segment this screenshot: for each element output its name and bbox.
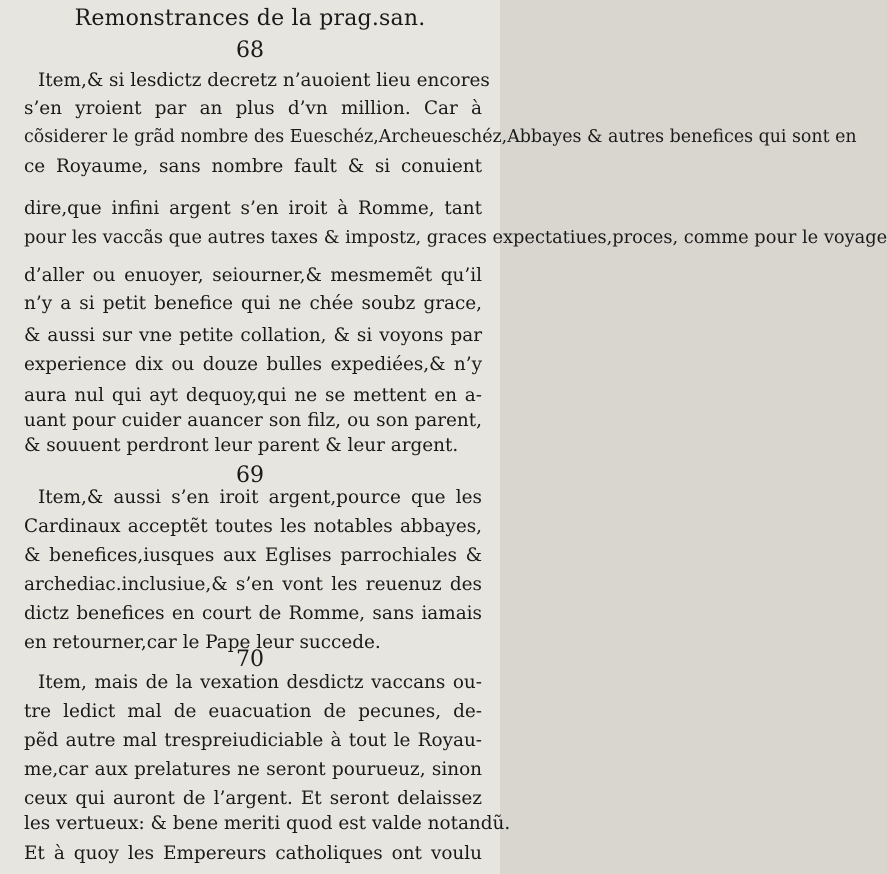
section-number-68: 68 <box>236 38 264 63</box>
text-line: les vertueux: & bene meriti quod est valde notandũ. <box>24 813 511 834</box>
text-line: dire,que infini argent s’en iroit à Romme, tant <box>24 198 482 219</box>
text-line: aura nul qui ayt dequoy,qui ne se mettent en a- <box>24 385 482 406</box>
running-head: Remonstrances de la prag.san. <box>74 6 426 31</box>
text-line: cõsiderer le grãd nombre des Eueschéz,Archeueschéz,Abbayes & autres benefices qui sont en <box>24 127 857 147</box>
text-line: pẽd autre mal trespreiudiciable à tout le Royau- <box>24 730 482 751</box>
text-line: ce Royaume, sans nombre fault & si conuient <box>24 156 482 177</box>
text-line: archediac.inclusiue,& s’en vont les reuenuz des <box>24 574 482 595</box>
text-line: pour les vaccãs que autres taxes & impostz, graces expectatiues,proces, comme pour le voyage <box>24 227 887 248</box>
text-line: Item,& aussi s’en iroit argent,pource que les <box>38 487 482 508</box>
text-line: tre ledict mal de euacuation de pecunes, de- <box>24 701 482 722</box>
text-line: Cardinaux acceptẽt toutes les notables abbayes, <box>24 516 482 537</box>
text-line: & aussi sur vne petite collation, & si voyons par <box>24 325 482 346</box>
text-line: & souuent perdront leur parent & leur argent. <box>24 435 459 456</box>
text-line: Item,& si lesdictz decretz n’auoient lieu encores <box>38 70 490 91</box>
text-line: ceux qui auront de l’argent. Et seront delaissez <box>24 788 482 809</box>
section-number-70: 70 <box>236 647 264 672</box>
text-line: me,car aux prelatures ne seront pourueuz, sinon <box>24 759 482 780</box>
text-line: Et à quoy les Empereurs catholiques ont voulu <box>24 843 482 864</box>
text-line: n’y a si petit benefice qui ne chée soubz grace, <box>24 293 482 314</box>
text-line: s’en yroient par an plus d’vn million. Car à <box>24 98 482 119</box>
text-line: Item, mais de la vexation desdictz vaccans ou- <box>38 672 482 693</box>
text-line: experience dix ou douze bulles expediées,& n’y <box>24 354 482 375</box>
text-line: dictz benefices en court de Romme, sans iamais <box>24 603 482 624</box>
text-line: en retourner,car le Pape leur succede. <box>24 632 381 653</box>
text-line: & benefices,iusques aux Eglises parrochiales & <box>24 545 482 566</box>
text-line: uant pour cuider auancer son filz, ou son parent, <box>24 410 482 431</box>
text-line: d’aller ou enuoyer, seiourner,& mesmemẽt qu’il <box>24 265 482 286</box>
section-number-69: 69 <box>236 463 264 488</box>
